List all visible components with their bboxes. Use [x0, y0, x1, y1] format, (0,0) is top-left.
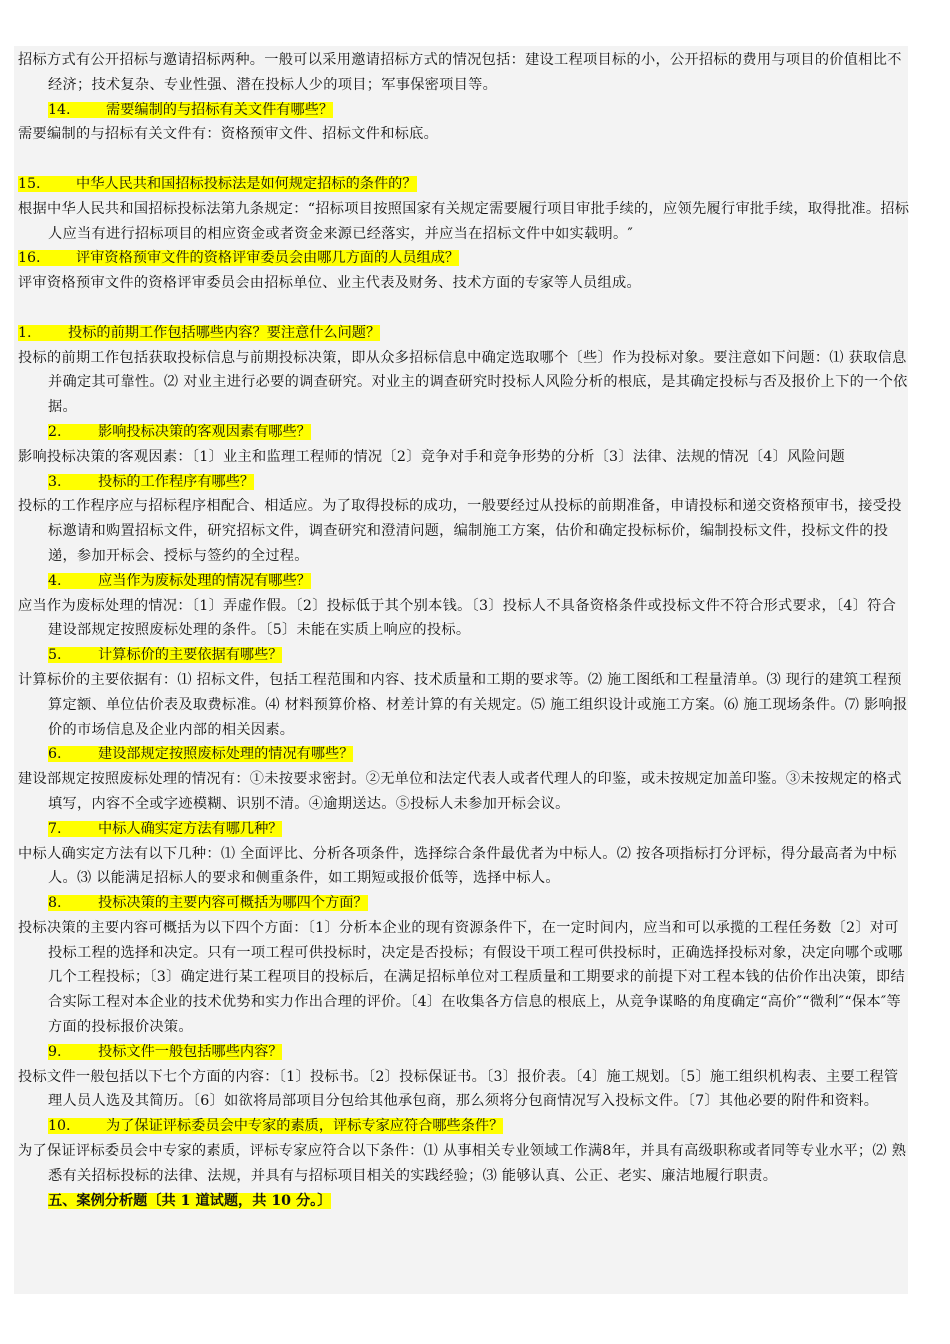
section-heading — [18, 1189, 910, 1214]
answer-paragraph: 建设部规定按照废标处理的情况有：①未按要求密封。②无单位和法定代表人或者代理人的印鉴，或未按规定加盖印鉴。③未按规定的格式填写，内容不全或字迹模糊、识别不清。④逾期送达。⑤投标人未参加开标会议。 — [18, 771, 902, 812]
highlighted-question — [48, 821, 282, 837]
question-number: 3. — [48, 473, 62, 490]
question-number: 10. — [48, 1118, 71, 1135]
highlighted-question — [48, 474, 254, 490]
highlighted-question — [48, 1044, 282, 1060]
question-heading — [18, 172, 910, 197]
question-heading — [18, 817, 910, 842]
answer-paragraph: 招标方式有公开招标与邀请招标两种。一般可以采用邀请招标方式的情况包括：建设工程项目标的小，公开招标的费用与项目的价值相比不经济；技术复杂、专业性强、潜在投标人少的项目；军事保密项目等。 — [18, 52, 902, 93]
question-number: 7. — [48, 820, 62, 837]
question-heading — [18, 420, 910, 445]
section-heading-text: 五、案例分析题〔共 1 道试题，共 10 分。〕 — [48, 1192, 332, 1209]
question-number: 15. — [18, 175, 41, 192]
question-heading — [18, 643, 910, 668]
highlighted-question — [48, 424, 311, 440]
blank-line — [18, 296, 910, 321]
question-text: 影响投标决策的客观因素有哪些？ — [98, 423, 311, 440]
question-number: 1. — [18, 324, 32, 341]
question-text: 建设部规定按照废标处理的情况有哪些？ — [98, 746, 354, 763]
highlighted-question — [18, 325, 380, 341]
answer-paragraph: 评审资格预审文件的资格评审委员会由招标单位、业主代表及财务、技术方面的专家等人员组成。 — [18, 275, 641, 292]
question-text: 中华人民共和国招标投标法是如何规定招标的条件的？ — [76, 175, 417, 192]
question-heading — [18, 891, 910, 916]
answer-paragraph: 投标文件一般包括以下七个方面的内容：〔1〕投标书。〔2〕投标保证书。〔3〕报价表。〔4〕施工规划。〔5〕施工组织机构表、主要工程管理人员人选及其简历。〔6〕如欲将局部项目分包给其他承包商，那么须将分包商情况写入投标文件。〔7〕其他必要的附件和资料。 — [18, 1068, 899, 1110]
question-number: 4. — [48, 572, 62, 589]
question-text: 为了保证评标委员会中专家的素质，评标专家应符合哪些条件？ — [106, 1118, 504, 1135]
highlighted-question — [48, 647, 282, 663]
question-text: 应当作为废标处理的情况有哪些？ — [98, 572, 311, 589]
highlighted-question — [48, 102, 333, 118]
answer-paragraph: 影响投标决策的客观因素：〔1〕业主和监理工程师的情况〔2〕竞争对手和竞争形势的分析〔3〕法律、法规的情况〔4〕风险问题 — [18, 448, 846, 465]
answer-paragraph: 中标人确实定方法有以下几种：⑴ 全面评比、分析各项条件，选择综合条件最优者为中标人。⑵ 按各项指标打分评标，得分最高者为中标人。⑶ 以能满足招标人的要求和侧重条件，如工期短或报价低等，选择中标人。 — [18, 845, 897, 887]
question-text: 投标文件一般包括哪些内容？ — [98, 1043, 283, 1060]
question-text: 投标决策的主要内容可概括为哪四个方面？ — [98, 895, 368, 912]
highlighted-question — [48, 1118, 503, 1134]
question-heading — [18, 470, 910, 495]
question-number: 2. — [48, 423, 62, 440]
highlighted-question — [48, 895, 368, 911]
question-number: 16. — [18, 250, 41, 267]
highlighted-question — [18, 250, 459, 266]
answer-paragraph: 根据中华人民共和国招标投标法第九条规定：“招标项目按照国家有关规定需要履行项目审批手续的，应领先履行审批手续，取得批准。招标人应当有进行招标项目的相应资金或者资金来源已经落实，并应当在招标文件中如实载明。″ — [18, 200, 910, 242]
question-number: 14. — [48, 101, 71, 118]
question-heading — [18, 246, 910, 271]
answer-paragraph: 应当作为废标处理的情况：〔1〕弄虚作假。〔2〕投标低于其个别本钱。〔3〕投标人不具备资格条件或投标文件不符合形式要求，〔4〕符合建设部规定按照废标处理的条件。〔5〕未能在实质上响应的投标。 — [18, 597, 897, 639]
answer-paragraph: 需要编制的与招标有关文件有：资格预审文件、招标文件和标底。 — [18, 126, 439, 143]
answer-paragraph: 投标的前期工作包括获取投标信息与前期投标决策，即从众多招标信息中确定选取哪个〔些〕作为投标对象。要注意如下问题：⑴ 获取信息并确定其可靠性。⑵ 对业主进行必要的调查研究。对业主的调查研究时投标人风险分析的根底，是其确定投标与否及报价上下的一个依据。 — [18, 349, 908, 416]
question-number: 6. — [48, 746, 62, 763]
question-number: 9. — [48, 1043, 62, 1060]
question-number: 5. — [48, 647, 62, 664]
question-text: 中标人确实定方法有哪几种？ — [98, 820, 283, 837]
highlighted-question — [48, 573, 311, 589]
document-body — [18, 48, 910, 1213]
question-heading — [18, 569, 910, 594]
answer-paragraph: 投标的工作程序应与招标程序相配合、相适应。为了取得投标的成功，一般要经过从投标的前期准备，申请投标和递交资格预审书，接受投标邀请和购置招标文件，研究招标文件，调查研究和澄清问题，编制施工方案，估价和确定投标标价，编制投标文件，投标文件的投递，参加开标会、授标与签约的全过程。 — [18, 498, 902, 564]
question-heading — [18, 1114, 910, 1139]
question-text: 评审资格预审文件的资格评审委员会由哪几方面的人员组成？ — [76, 250, 460, 267]
blank-line — [18, 147, 910, 172]
question-heading — [18, 1040, 910, 1065]
highlighted-question — [48, 746, 353, 762]
highlighted-question — [18, 176, 417, 192]
question-text: 计算标价的主要依据有哪些？ — [98, 647, 283, 664]
question-text: 投标的前期工作包括哪些内容？要注意什么问题？ — [68, 324, 381, 341]
question-number: 8. — [48, 895, 62, 912]
question-heading — [18, 742, 910, 767]
answer-paragraph: 为了保证评标委员会中专家的素质，评标专家应符合以下条件：⑴ 从事相关专业领域工作满8年，并具有高级职称或者同等专业水平；⑵ 熟悉有关招标投标的法律、法规，并具有与招标项目相关的实践经验；⑶ 能够认真、公正、老实、廉洁地履行职责。 — [18, 1143, 907, 1184]
answer-paragraph: 投标决策的主要内容可概括为以下四个方面：〔1〕分析本企业的现有资源条件下，在一定时间内，应当和可以承揽的工程任务数〔2〕对可投标工程的选择和决定。只有一项工程可供投标时，决定是否投标；有假设干项工程可供投标时，正确选择投标对象，决定向哪个或哪几个工程投标；〔3〕确定进行某工程项目的投标后，在满足招标单位对工程质量和工期要求的前提下对工程本钱的估价作出决策，即结合实际工程对本企业的技术优势和实力作出合理的评价。〔4〕在收集各方信息的根底上，从竞争谋略的角度确定“高价″“微利″“保本″等方面的投标报价决策。 — [18, 919, 905, 1036]
question-text: 投标的工作程序有哪些？ — [98, 473, 255, 490]
question-heading — [18, 321, 910, 346]
question-text: 需要编制的与招标有关文件有哪些？ — [106, 101, 334, 118]
question-heading — [18, 98, 910, 123]
answer-paragraph: 计算标价的主要依据有：⑴ 招标文件，包括工程范围和内容、技术质量和工期的要求等。⑵ 施工图纸和工程量清单。⑶ 现行的建筑工程预算定额、单位估价表及取费标准。⑷ 材料预算价格、材差计算的有关规定。⑸ 施工组织设计或施工方案。⑹ 施工现场条件。⑺ 影响报价的市场信息及企业内部的相关因素。 — [18, 671, 908, 738]
